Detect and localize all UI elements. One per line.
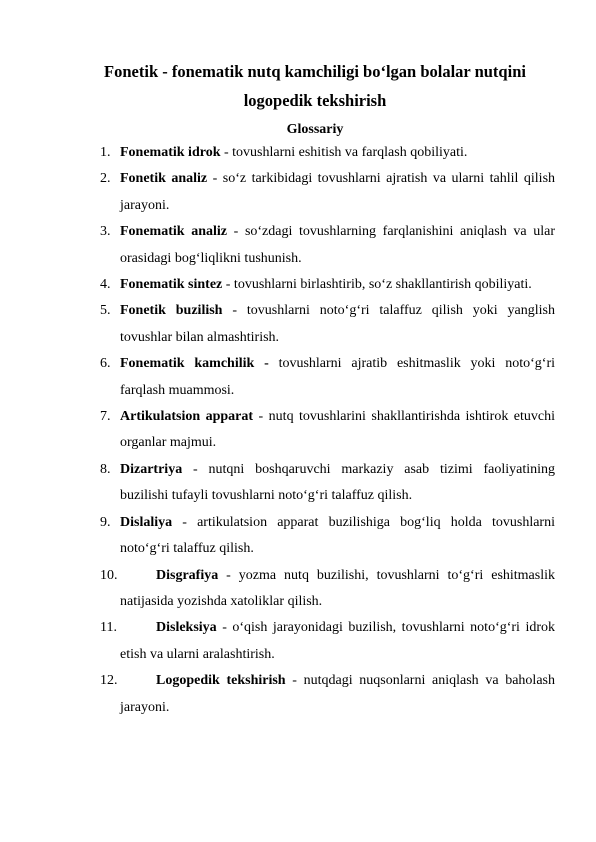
glossary-term: Fonematik idrok [120,145,221,160]
item-number: 4. [100,277,111,293]
item-number: 8. [100,461,111,477]
item-number: 5. [100,303,111,319]
glossary-term: Disgrafiya [156,567,219,583]
glossary-item [0,351,555,404]
item-number: 10. [100,567,118,583]
glossary-definition: - nutq tovushlarini shakllantirishda ishtirok etuvchi organlar majmui. [120,409,555,451]
glossary-item [0,563,555,616]
item-number: 12. [100,673,118,689]
glossary-item [0,272,555,298]
glossary-definition: - tovushlarni eshitish va farqlash qobiliyati. [220,145,468,160]
glossary-definition: - nutqni boshqaruvchi markaziy asab tizimi faoliyatining buzilishi tufayli tovushlarni noto‘g‘ri talaffuz qilish. [120,461,555,504]
glossary-heading: Glossariy [286,122,344,137]
document-title-line-2: logopedik tekshirish [243,91,387,110]
glossary-item [0,615,555,668]
glossary-definition: - tovushlarni birlashtirib, so‘z shakllantirish qobiliyati. [222,277,532,293]
item-number: 11. [100,620,117,636]
glossary-term: Artikulatsion apparat [120,409,254,425]
glossary-item [0,166,555,219]
item-number: 1. [100,145,111,160]
glossary-term: Dizartriya [120,461,183,477]
glossary-term: Fonetik analiz [120,171,208,187]
glossary-definition: - artikulatsion apparat buzilishiga bog‘liq holda tovushlarni noto‘g‘ri talaffuz qilish. [120,514,555,557]
glossary-item [0,668,555,721]
glossary-definition: - yozma nutq buzilishi, tovushlarni to‘g‘ri eshitmaslik natijasida yozishda xatoliklar qilish. [120,567,555,609]
item-number: 7. [100,409,111,425]
glossary-list [0,140,596,721]
document-title-line-1: Fonetik - fonematik nutq kamchiligi bo‘lgan bolalar nutqini [104,62,526,81]
glossary-term: Logopedik tekshirish [156,673,286,689]
glossary-definition: - so‘zdagi tovushlarning farqlanishini aniqlash va ular orasidagi bog‘liqlikni tushunish. [120,224,555,266]
glossary-definition: - tovushlarni noto‘g‘ri talaffuz qilish yoki yanglish tovushlar bilan almashtirish. [120,303,555,345]
item-number: 3. [100,224,111,240]
glossary-item [0,510,555,563]
item-number: 2. [100,171,111,187]
glossary-term: Fonematik kamchilik - [120,356,269,372]
glossary-term: Fonematik analiz [120,224,227,240]
glossary-term: Disleksiya [156,620,217,636]
glossary-term: Fonematik sintez [120,277,223,293]
glossary-item [0,219,555,272]
glossary-definition: tovushlarni ajratib eshitmaslik yoki noto‘g‘ri farqlash muammosi. [120,356,555,398]
glossary-item [0,140,555,166]
glossary-definition: - so‘z tarkibidagi tovushlarni ajratish va ularni tahlil qilish jarayoni. [120,171,556,213]
glossary-term: Dislaliya [120,514,173,530]
glossary-definition: - o‘qish jarayonidagi buzilish, tovushlarni noto‘g‘ri idrok etish va ularni aralashtirish. [120,620,555,662]
glossary-item [0,457,555,510]
glossary-item [0,404,555,457]
glossary-definition: - nutqdagi nuqsonlarni aniqlash va baholash jarayoni. [120,673,555,715]
item-number: 9. [100,514,111,530]
glossary-term: Fonetik buzilish [120,303,223,319]
item-number: 6. [100,356,111,372]
glossary-item [0,298,555,351]
